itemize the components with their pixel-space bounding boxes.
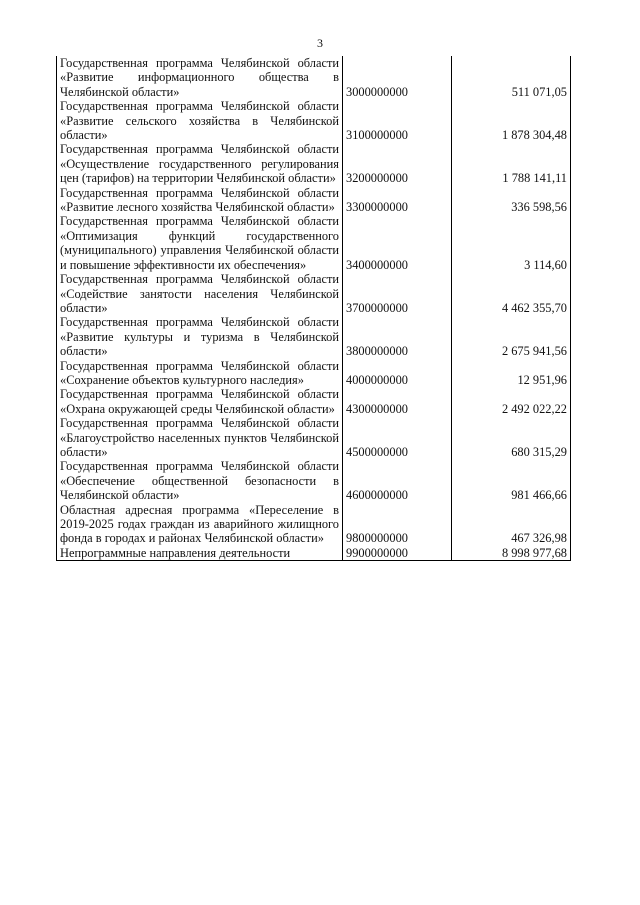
program-code: 4000000000 [343, 359, 452, 388]
program-amount: 981 466,66 [452, 459, 571, 502]
table-row [57, 416, 571, 459]
program-amount: 4 462 355,70 [452, 272, 571, 315]
program-code: 9900000000 [343, 546, 452, 561]
table-row [57, 459, 571, 502]
program-name: Государственная программа Челябинской области «Обеспечение общественной безопасности в Челябинской области» [57, 459, 343, 502]
table-row [57, 272, 571, 315]
table-row [57, 56, 571, 99]
program-amount: 1 788 141,11 [452, 142, 571, 185]
table-row [57, 546, 571, 561]
program-code: 3200000000 [343, 142, 452, 185]
program-name: Государственная программа Челябинской области «Сохранение объектов культурного наследия» [57, 359, 343, 388]
budget-table [56, 56, 571, 561]
program-code: 3300000000 [343, 186, 452, 215]
program-code: 3800000000 [343, 315, 452, 358]
program-name: Государственная программа Челябинской области «Развитие культуры и туризма в Челябинской области» [57, 315, 343, 358]
program-name: Государственная программа Челябинской области «Благоустройство населенных пунктов Челябинской области» [57, 416, 343, 459]
program-name: Государственная программа Челябинской области «Развитие сельского хозяйства в Челябинской области» [57, 99, 343, 142]
program-name: Государственная программа Челябинской области «Оптимизация функций государственного (муниципального) управления Челябинской области и повышение эффективности их обеспечения» [57, 214, 343, 272]
program-code: 9800000000 [343, 503, 452, 546]
program-name: Государственная программа Челябинской области «Развитие лесного хозяйства Челябинской области» [57, 186, 343, 215]
page-number: 3 [317, 36, 323, 50]
table-row [57, 315, 571, 358]
program-amount: 680 315,29 [452, 416, 571, 459]
program-amount: 1 878 304,48 [452, 99, 571, 142]
budget-table-body [57, 56, 571, 561]
program-amount: 511 071,05 [452, 56, 571, 99]
program-code: 3700000000 [343, 272, 452, 315]
program-name: Областная адресная программа «Переселение в 2019-2025 годах граждан из аварийного жилищного фонда в городах и районах Челябинской области» [57, 503, 343, 546]
table-row [57, 387, 571, 416]
table-row [57, 186, 571, 215]
program-amount: 2 675 941,56 [452, 315, 571, 358]
program-code: 4300000000 [343, 387, 452, 416]
program-amount: 8 998 977,68 [452, 546, 571, 561]
program-name: Государственная программа Челябинской области «Развитие информационного общества в Челябинской области» [57, 56, 343, 99]
program-amount: 3 114,60 [452, 214, 571, 272]
program-code: 3000000000 [343, 56, 452, 99]
table-row [57, 503, 571, 546]
program-code: 3400000000 [343, 214, 452, 272]
table-row [57, 142, 571, 185]
program-amount: 12 951,96 [452, 359, 571, 388]
program-name: Государственная программа Челябинской области «Содействие занятости населения Челябинской области» [57, 272, 343, 315]
program-amount: 2 492 022,22 [452, 387, 571, 416]
program-code: 4600000000 [343, 459, 452, 502]
program-code: 4500000000 [343, 416, 452, 459]
table-row [57, 214, 571, 272]
program-amount: 467 326,98 [452, 503, 571, 546]
program-name: Государственная программа Челябинской области «Охрана окружающей среды Челябинской области» [57, 387, 343, 416]
program-name: Государственная программа Челябинской области «Осуществление государственного регулирования цен (тарифов) на территории Челябинской области» [57, 142, 343, 185]
table-row [57, 359, 571, 388]
program-amount: 336 598,56 [452, 186, 571, 215]
table-row [57, 99, 571, 142]
program-name: Непрограммные направления деятельности [57, 546, 343, 561]
program-code: 3100000000 [343, 99, 452, 142]
